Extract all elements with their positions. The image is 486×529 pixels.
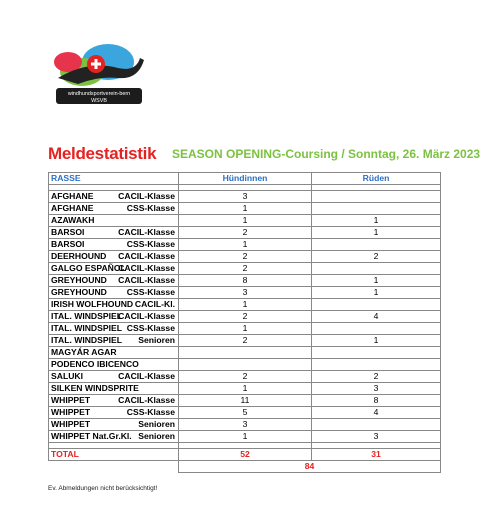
table-row [49, 395, 441, 407]
breed-name: SILKEN WINDSPRITE [51, 383, 139, 393]
table-row [49, 347, 441, 359]
table-row [49, 371, 441, 383]
table-row [49, 419, 441, 431]
females-count: 2 [179, 251, 312, 263]
table-row [49, 203, 441, 215]
breed-name: WHIPPET [51, 419, 91, 429]
females-count: 8 [179, 275, 312, 287]
table-row [49, 263, 441, 275]
breed-class: CACIL-Klasse [118, 227, 175, 237]
breed-cell [49, 311, 179, 323]
breed-cell [49, 203, 179, 215]
males-count: 3 [312, 383, 441, 395]
males-count: 1 [312, 335, 441, 347]
breed-class: CSS-Klasse [126, 287, 175, 297]
breed-class: CACIL-Kl. [134, 299, 175, 309]
females-count: 2 [179, 227, 312, 239]
breed-class: CSS-Klasse [126, 203, 175, 213]
breed-name: WHIPPET [51, 407, 91, 417]
table-row [49, 251, 441, 263]
females-count: 1 [179, 203, 312, 215]
males-count: 4 [312, 311, 441, 323]
table-row [49, 287, 441, 299]
breed-name: BARSOI [51, 227, 85, 237]
total-row [49, 449, 441, 461]
females-count: 1 [179, 299, 312, 311]
breed-cell [49, 323, 179, 335]
total-males: 31 [312, 449, 441, 461]
breed-name: PODENCO IBICENCO [51, 359, 139, 369]
breed-cell [49, 359, 179, 371]
breed-cell [49, 227, 179, 239]
breed-cell [49, 371, 179, 383]
statistics-table [48, 172, 441, 473]
breed-name: WHIPPET [51, 395, 91, 405]
breed-name: MAGYÁR AGAR [51, 347, 117, 357]
page-title: Meldestatistik [48, 144, 157, 163]
breed-cell [49, 191, 179, 203]
breed-name: GREYHOUND [51, 275, 107, 285]
males-count: 2 [312, 371, 441, 383]
table-row [49, 191, 441, 203]
breed-class: CACIL-Klasse [118, 275, 175, 285]
females-count [179, 347, 312, 359]
table-row [49, 275, 441, 287]
breed-cell [49, 275, 179, 287]
breed-name: GREYHOUND [51, 287, 107, 297]
breed-cell [49, 263, 179, 275]
females-count: 1 [179, 239, 312, 251]
event-title: SEASON OPENING-Coursing / Sonntag, 26. März 2023 [172, 147, 481, 161]
breed-name: ITAL. WINDSPIEL [51, 311, 122, 321]
table-row [49, 431, 441, 443]
breed-name: DEERHOUND [51, 251, 107, 261]
females-count [179, 359, 312, 371]
breed-cell [49, 347, 179, 359]
females-count: 3 [179, 419, 312, 431]
breed-class: Senioren [138, 419, 175, 429]
breed-name: IRISH WOLFHOUND [51, 299, 134, 309]
breed-name: SALUKI [51, 371, 83, 381]
table-row [49, 215, 441, 227]
logo-line1: windhundsportverein-bern [67, 91, 131, 97]
males-count: 2 [312, 251, 441, 263]
table-row [49, 299, 441, 311]
breed-cell [49, 395, 179, 407]
breed-name: AFGHANE [51, 191, 94, 201]
females-count: 2 [179, 263, 312, 275]
total-females: 52 [179, 449, 312, 461]
breed-class: CSS-Klasse [126, 239, 175, 249]
grand-total-row [49, 461, 441, 473]
females-count: 2 [179, 335, 312, 347]
breed-cell [49, 251, 179, 263]
grand-total: 84 [179, 461, 441, 473]
females-count: 3 [179, 191, 312, 203]
males-count [312, 419, 441, 431]
breed-class: CACIL-Klasse [118, 371, 175, 381]
header-row [49, 173, 441, 185]
breed-name: BARSOI [51, 239, 85, 249]
breed-cell [49, 215, 179, 227]
males-count: 8 [312, 395, 441, 407]
breed-class: CACIL-Klasse [118, 191, 175, 201]
females-count: 11 [179, 395, 312, 407]
breed-class: CACIL-Klasse [118, 395, 175, 405]
males-count: 1 [312, 227, 441, 239]
breed-name: ITAL. WINDSPIEL [51, 335, 122, 345]
males-count: 1 [312, 275, 441, 287]
breed-name: AFGHANE [51, 203, 94, 213]
table-row [49, 407, 441, 419]
males-count: 3 [312, 431, 441, 443]
table-row [49, 383, 441, 395]
heading [48, 144, 481, 166]
header-males: Rüden [312, 173, 441, 185]
table-row [49, 323, 441, 335]
wsvb-logo [48, 38, 148, 110]
males-count: 4 [312, 407, 441, 419]
logo-line2: WSVB [91, 98, 107, 104]
breed-cell [49, 419, 179, 431]
females-count: 2 [179, 311, 312, 323]
total-label: TOTAL [49, 449, 179, 461]
males-count [312, 359, 441, 371]
footnote: Ev. Abmeldungen nicht berücksichtigt! [48, 485, 158, 492]
breed-name: GALGO ESPAÑOL [51, 263, 126, 273]
females-count: 1 [179, 215, 312, 227]
breed-name: ITAL. WINDSPIEL [51, 323, 122, 333]
breed-cell [49, 335, 179, 347]
breed-cell [49, 299, 179, 311]
breed-class: CSS-Klasse [126, 407, 175, 417]
breed-cell [49, 287, 179, 299]
header-females: Hündinnen [179, 173, 312, 185]
males-count [312, 191, 441, 203]
table-row [49, 359, 441, 371]
breed-cell [49, 383, 179, 395]
females-count: 3 [179, 287, 312, 299]
breed-class: Senioren [138, 335, 175, 345]
table-row [49, 335, 441, 347]
breed-class: CACIL-Klasse [118, 263, 175, 273]
table-row [49, 239, 441, 251]
breed-cell [49, 407, 179, 419]
header-breed: RASSE [49, 173, 179, 185]
females-count: 1 [179, 323, 312, 335]
males-count: 1 [312, 287, 441, 299]
males-count: 1 [312, 215, 441, 227]
females-count: 2 [179, 371, 312, 383]
females-count: 1 [179, 383, 312, 395]
females-count: 5 [179, 407, 312, 419]
breed-class: CACIL-Klasse [118, 311, 175, 321]
breed-class: CACIL-Klasse [118, 251, 175, 261]
males-count [312, 299, 441, 311]
breed-cell [49, 239, 179, 251]
males-count [312, 203, 441, 215]
table-row [49, 311, 441, 323]
breed-name: WHIPPET Nat.Gr.Kl. [51, 431, 132, 441]
males-count [312, 263, 441, 275]
breed-cell [49, 431, 179, 443]
table-row [49, 227, 441, 239]
breed-class: CSS-Klasse [126, 323, 175, 333]
males-count [312, 239, 441, 251]
breed-class: Senioren [138, 431, 175, 441]
males-count [312, 323, 441, 335]
males-count [312, 347, 441, 359]
females-count: 1 [179, 431, 312, 443]
breed-name: AZAWAKH [51, 215, 95, 225]
